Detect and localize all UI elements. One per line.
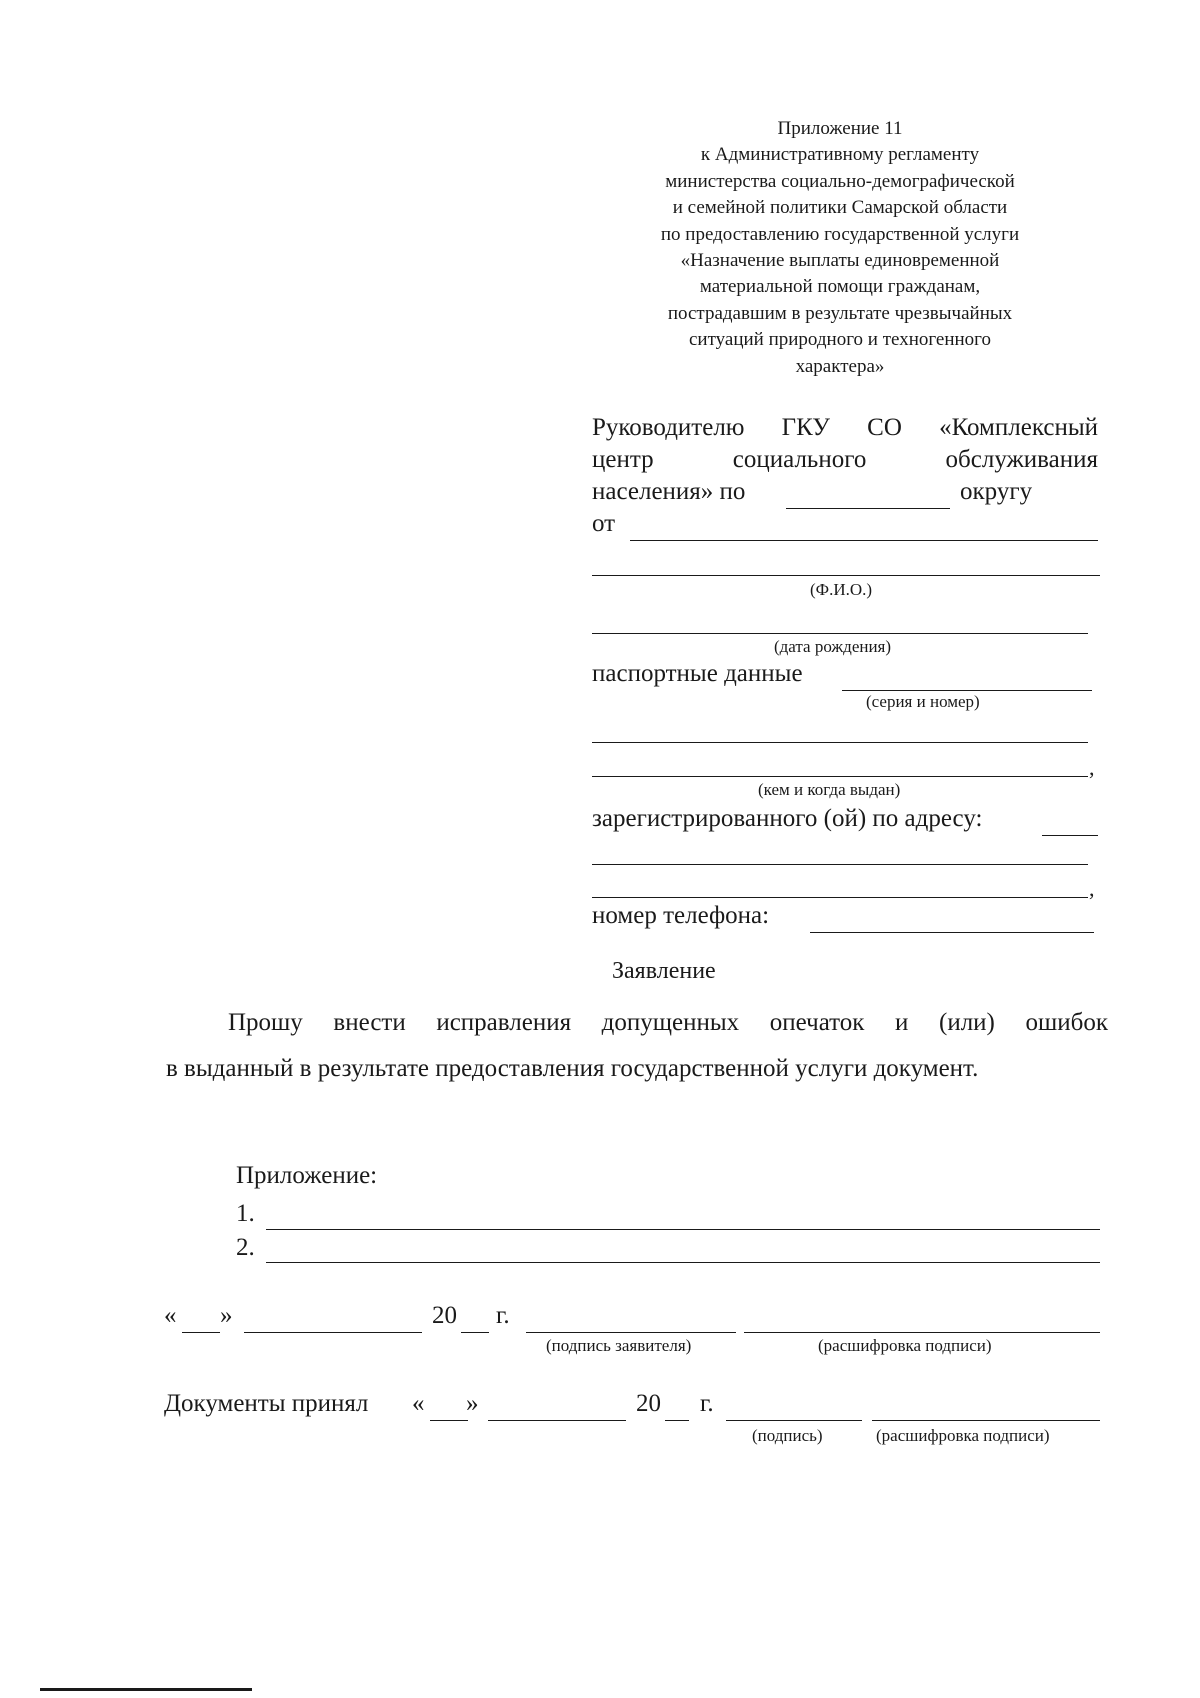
from-label: от <box>592 510 616 537</box>
passport-caption: (серия и номер) <box>866 692 980 711</box>
phone-label: номер телефона: <box>592 902 770 929</box>
attachments-label: Приложение: <box>236 1162 378 1189</box>
footnote-separator <box>40 1688 252 1691</box>
date-year-field[interactable] <box>461 1332 489 1333</box>
addressee-line-2: центр социального обслуживания <box>592 446 1098 473</box>
date-open-quote: « <box>164 1302 177 1329</box>
applicant-signature-field[interactable] <box>526 1332 736 1333</box>
date-year-prefix: 20 <box>432 1302 457 1329</box>
applicant-decode-field[interactable] <box>744 1332 1100 1333</box>
accepted-close-quote: » <box>466 1390 479 1417</box>
fio-caption: (Ф.И.О.) <box>810 580 873 599</box>
accepted-label: Документы принял <box>164 1390 369 1417</box>
appendix-line: и семейной политики Самарской области <box>672 197 1008 219</box>
attachment-number-1: 1. <box>236 1200 255 1227</box>
from-field[interactable] <box>630 540 1098 541</box>
passport-label: паспортные данные <box>592 660 803 687</box>
accepted-day-field[interactable] <box>430 1420 468 1421</box>
accepted-decode-caption: (расшифровка подписи) <box>876 1426 1050 1445</box>
accepted-year-prefix: 20 <box>636 1390 661 1417</box>
appendix-line: «Назначение выплаты единовременной <box>680 250 1000 272</box>
phone-field[interactable] <box>810 932 1094 933</box>
issued-by-field-1[interactable] <box>592 742 1088 743</box>
date-month-field[interactable] <box>244 1332 422 1333</box>
statement-line-1: Прошу внести исправления допущенных опечаток и (или) ошибок <box>228 1009 1108 1036</box>
addressee-line-3-suffix: округу <box>960 478 1033 505</box>
appendix-line: ситуаций природного и техногенного <box>689 329 991 351</box>
accepted-year-field[interactable] <box>665 1420 689 1421</box>
accepted-signature-caption: (подпись) <box>752 1426 823 1445</box>
accepted-decode-field[interactable] <box>872 1420 1100 1421</box>
birth-date-field[interactable] <box>592 633 1088 634</box>
appendix-line: материальной помощи гражданам, <box>699 276 981 298</box>
appendix-line: по предоставлению государственной услуги <box>660 223 1020 245</box>
date-day-field[interactable] <box>182 1332 220 1333</box>
issued-caption: (кем и когда выдан) <box>758 780 901 799</box>
address-field-2[interactable] <box>592 864 1088 865</box>
appendix-line: характера» <box>795 355 885 377</box>
address-comma: , <box>1089 876 1095 901</box>
attachment-field-2[interactable] <box>266 1262 1100 1263</box>
appendix-line: пострадавшим в результате чрезвычайных <box>667 302 1013 324</box>
statement-paragraph <box>166 1000 1108 1092</box>
appendix-line: к Административному регламенту <box>700 144 980 166</box>
appendix-line: министерства социально-демографической <box>665 170 1015 192</box>
applicant-decode-caption: (расшифровка подписи) <box>818 1336 992 1355</box>
appendix-line: Приложение 11 <box>777 118 903 139</box>
accepted-open-quote: « <box>412 1390 425 1417</box>
date-year-suffix: г. <box>496 1302 510 1329</box>
addressee-line-3-prefix: населения» по <box>592 478 746 505</box>
addressee-line-1: Руководителю ГКУ СО «Комплексный <box>592 414 1098 441</box>
accepted-month-field[interactable] <box>488 1420 626 1421</box>
date-close-quote: » <box>220 1302 233 1329</box>
attachment-field-1[interactable] <box>266 1229 1100 1230</box>
district-field[interactable] <box>786 508 950 509</box>
applicant-signature-caption: (подпись заявителя) <box>546 1336 692 1355</box>
attachment-number-2: 2. <box>236 1234 255 1261</box>
accepted-signature-field[interactable] <box>726 1420 862 1421</box>
fio-field[interactable] <box>592 575 1100 576</box>
birth-date-caption: (дата рождения) <box>774 637 892 656</box>
address-field-1[interactable] <box>1042 835 1098 836</box>
address-field-3[interactable] <box>592 897 1088 898</box>
passport-field[interactable] <box>842 690 1092 691</box>
issued-comma: , <box>1089 755 1095 780</box>
statement-title: Заявление <box>612 958 716 984</box>
registered-label: зарегистрированного (ой) по адресу: <box>592 805 983 832</box>
accepted-year-suffix: г. <box>700 1390 714 1417</box>
statement-line-2: в выданный в результате предоставления государственной услуги документ. <box>166 1055 979 1082</box>
appendix-header <box>600 116 1080 380</box>
issued-by-field-2[interactable] <box>592 776 1088 777</box>
